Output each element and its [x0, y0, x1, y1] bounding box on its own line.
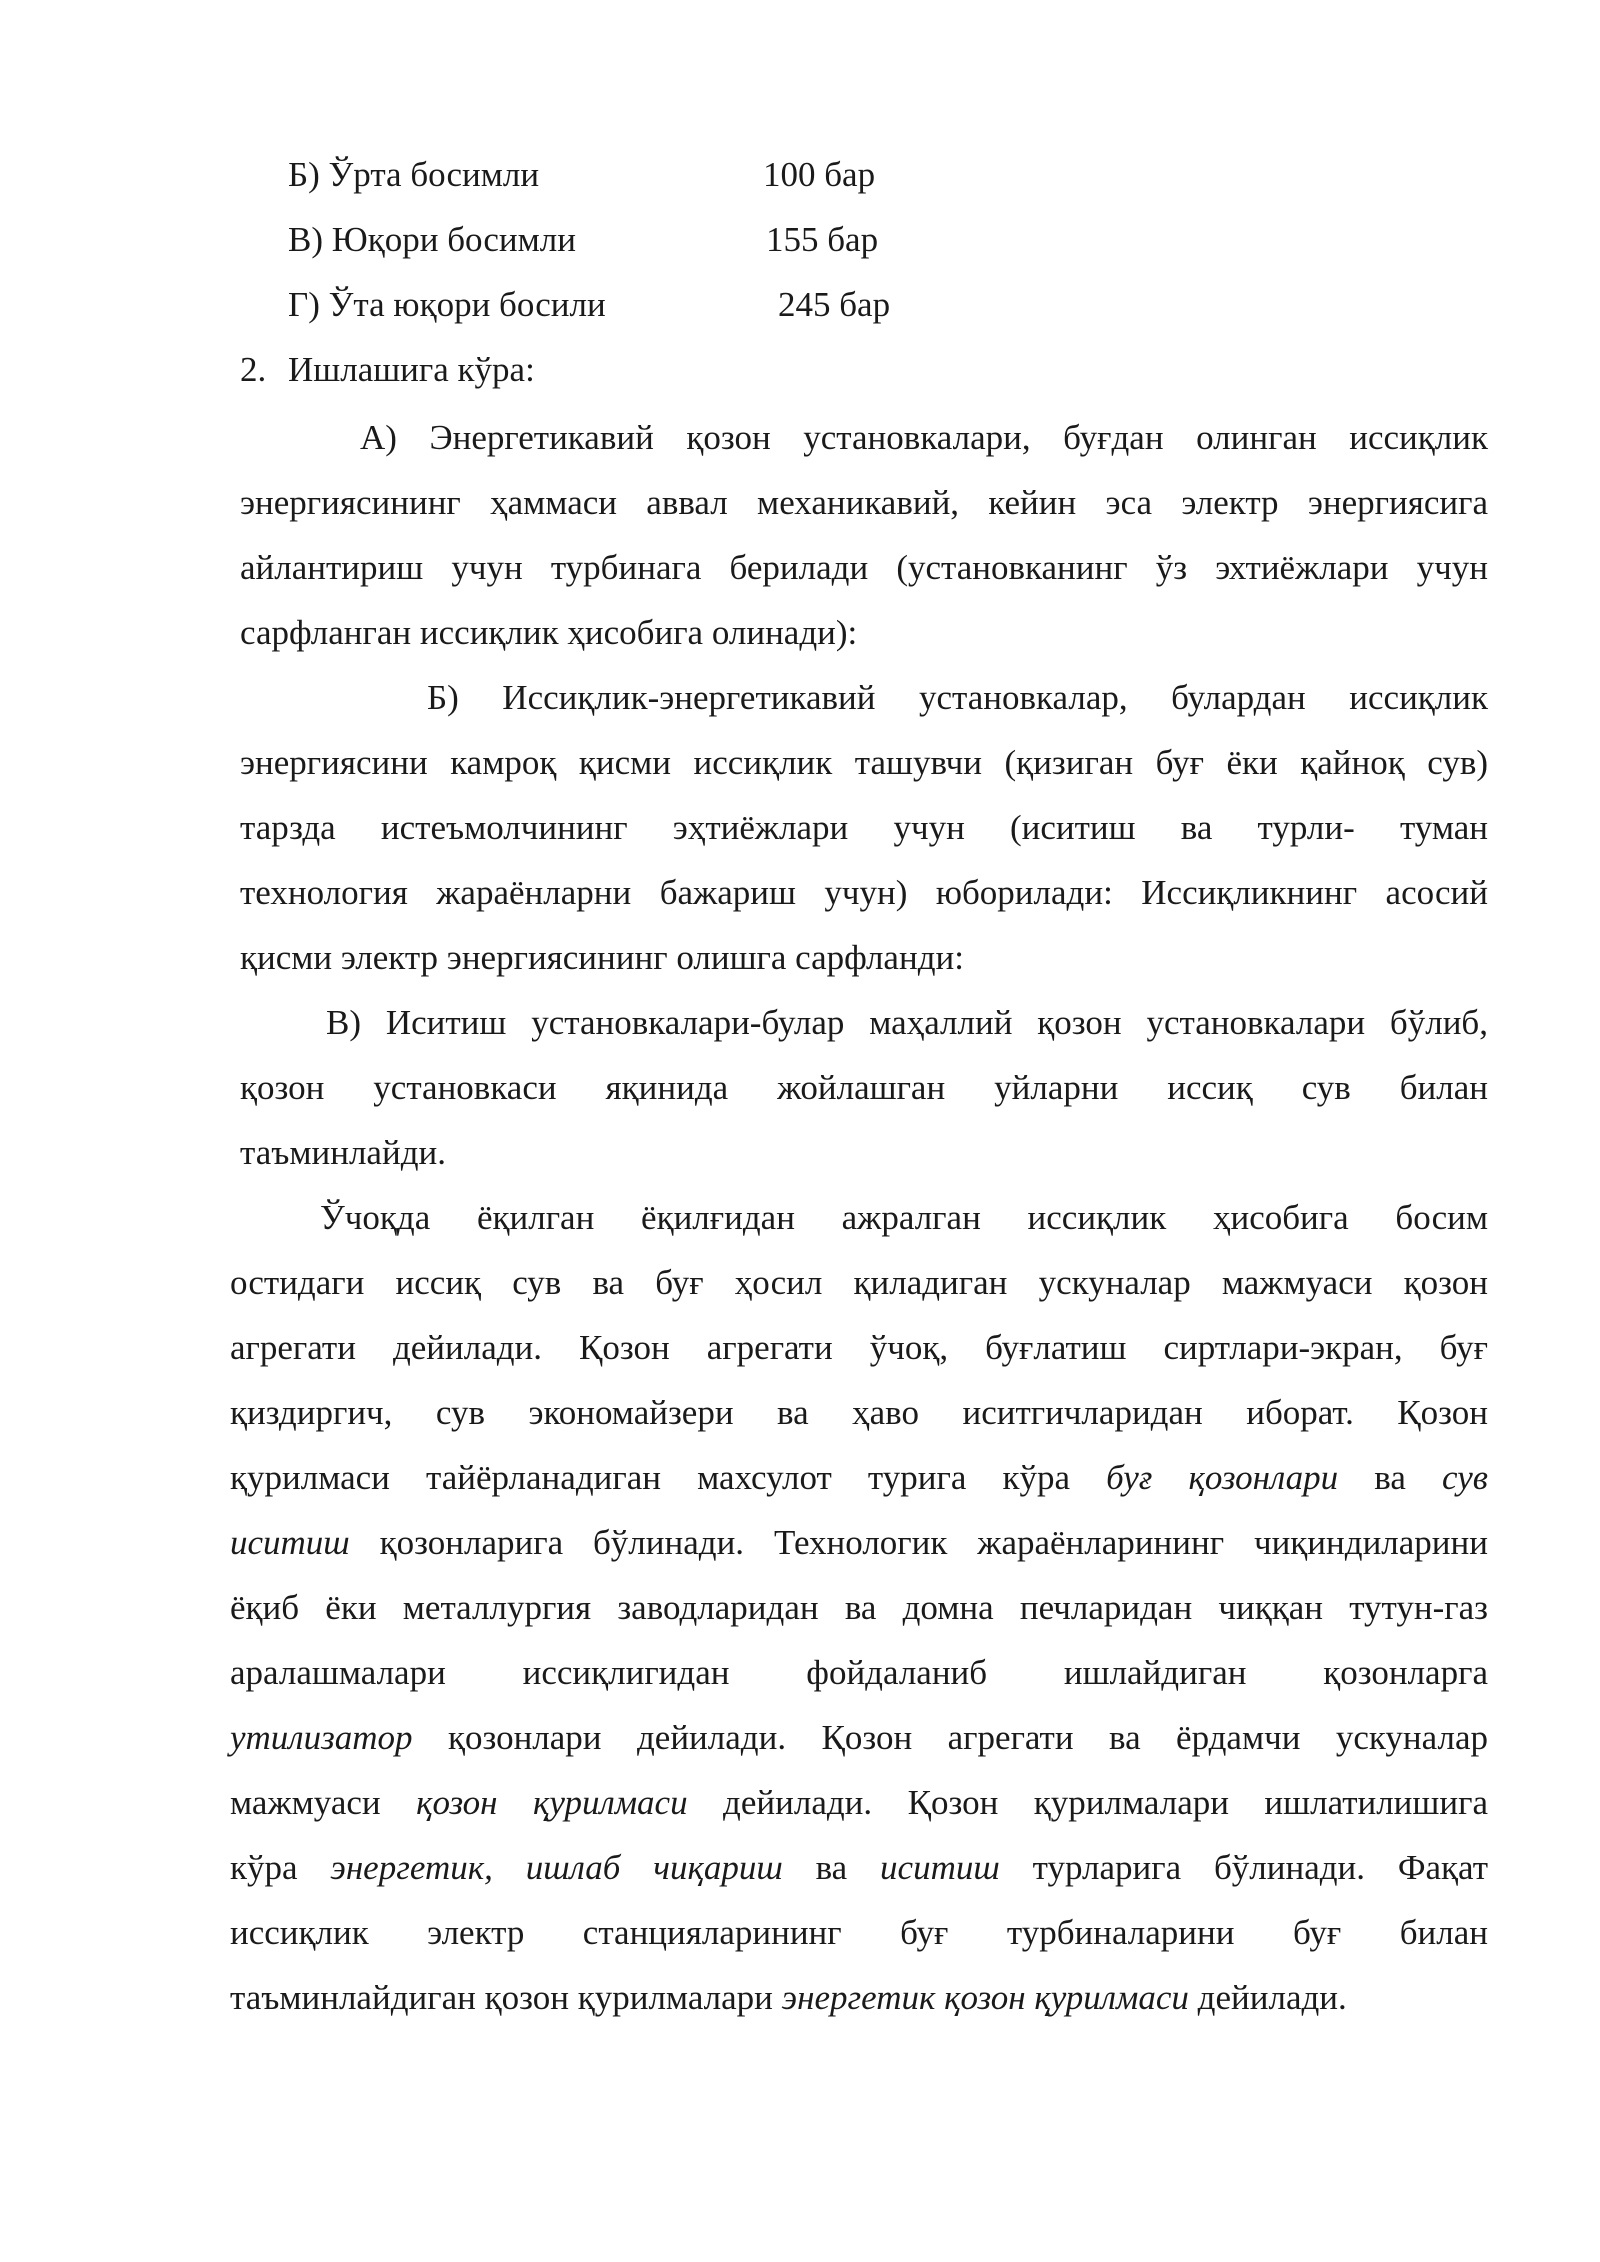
- italic-term: энергетик қозон қурилмаси: [781, 1978, 1189, 2017]
- italic-term: иситиш: [880, 1848, 1000, 1887]
- paragraph-b: [240, 665, 1488, 990]
- paragraph-a: [240, 405, 1488, 665]
- text-line: [230, 1445, 1488, 1510]
- text-line: Б) Иссиқлик-энергетикавий установкалар, булардан иссиқлик: [427, 678, 1488, 717]
- text-line: [230, 1770, 1488, 1835]
- text-line: таъминлайди.: [240, 1133, 446, 1172]
- text-line: қозон установкаси яқинида жойлашган уйларни иссиқ сув билан: [240, 1068, 1488, 1107]
- italic-term: буғ қозонлари: [1106, 1458, 1339, 1497]
- text-line: энергиясини камроқ қисми иссиқлик ташувчи (қизиган буғ ёки қайноқ сув): [240, 743, 1488, 782]
- italic-term: сув: [1441, 1458, 1488, 1497]
- italic-term: қозон қурилмаси: [416, 1783, 688, 1822]
- text-line: аралашмалари иссиқлигидан фойдаланиб ишлайдиган қозонларга: [230, 1653, 1488, 1692]
- text-run: дейилади.: [1188, 1978, 1347, 2017]
- section-heading: [240, 350, 535, 390]
- italic-term: утилизатор: [230, 1718, 413, 1757]
- text-run: турларига бўлинади. Фақат: [999, 1848, 1488, 1887]
- text-run: қозонлари дейилади. Қозон агрегати ва ёрдамчи ускуналар: [412, 1718, 1488, 1757]
- text-line: қиздиргич, сув экономайзери ва ҳаво иситгичларидан иборат. Қозон: [230, 1393, 1488, 1432]
- text-run: кўра: [230, 1848, 331, 1887]
- text-line: Ўчоқда ёқилган ёқилғидан ажралган иссиқлик ҳисобига босим: [320, 1198, 1488, 1237]
- italic-term: энергетик, ишлаб чиқариш: [330, 1848, 783, 1887]
- text-run: таъминлайдиган қозон қурилмалари: [230, 1978, 782, 2017]
- pressure-item-label: Г) Ўта юқори босили: [288, 285, 606, 324]
- text-line: қисми электр энергиясининг олишга сарфланди:: [240, 938, 964, 977]
- text-run: қозонларига бўлинади. Технологик жараёнларининг чиқиндиларини: [349, 1523, 1488, 1562]
- text-run: дейилади. Қозон қурилмалари ишлатилишига: [687, 1783, 1488, 1822]
- text-line: [230, 1835, 1488, 1900]
- section-title: Ишлашига кўра:: [288, 350, 535, 389]
- text-line: айлантириш учун турбинага берилади (установканинг ўз эхтиёжлари учун: [240, 548, 1488, 587]
- text-line: [230, 1705, 1488, 1770]
- text-line: агрегати дейилади. Қозон агрегати ўчоқ, буғлатиш сиртлари-экран, буғ: [230, 1328, 1488, 1367]
- text-run: ва: [1338, 1458, 1442, 1497]
- text-line: [230, 1510, 1488, 1575]
- pressure-item-value: 245 бар: [778, 285, 891, 324]
- text-line: энергиясининг ҳаммаси аввал механикавий, кейин эса электр энергиясига: [240, 483, 1488, 522]
- section-number: 2.: [240, 350, 267, 389]
- pressure-item-label: Б) Ўрта босимли: [288, 155, 540, 194]
- pressure-item-label: В) Юқори босимли: [288, 220, 576, 259]
- paragraph-main: [230, 1185, 1488, 2030]
- text-line: остидаги иссиқ сув ва буғ ҳосил қиладиган ускуналар мажмуаси қозон: [230, 1263, 1488, 1302]
- text-run: ва: [782, 1848, 881, 1887]
- text-line: А) Энергетикавий қозон установкалари, буғдан олинган иссиқлик: [360, 418, 1488, 457]
- text-line: ёқиб ёки металлургия заводларидан ва домна печларидан чиққан тутун-газ: [230, 1588, 1488, 1627]
- italic-term: иситиш: [230, 1523, 350, 1562]
- text-line: сарфланган иссиқлик ҳисобига олинади):: [240, 613, 858, 652]
- text-line: тарзда истеъмолчининг эҳтиёжлари учун (иситиш ва турли- туман: [240, 808, 1488, 847]
- text-line: иссиқлик электр станцияларининг буғ турбиналарини буғ билан: [230, 1913, 1488, 1952]
- paragraph-c: [240, 990, 1488, 1185]
- pressure-item-value: 100 бар: [763, 155, 876, 194]
- text-line: [230, 1965, 1488, 2030]
- text-run: мажмуаси: [230, 1783, 417, 1822]
- text-line: технология жараёнларни бажариш учун) юборилади: Иссиқликнинг асосий: [240, 873, 1488, 912]
- pressure-item-value: 155 бар: [766, 220, 879, 259]
- text-run: қурилмаси тайёрланадиган махсулот турига кўра: [230, 1458, 1107, 1497]
- text-line: В) Иситиш установкалари-булар маҳаллий қозон установкалари бўлиб,: [326, 1003, 1488, 1042]
